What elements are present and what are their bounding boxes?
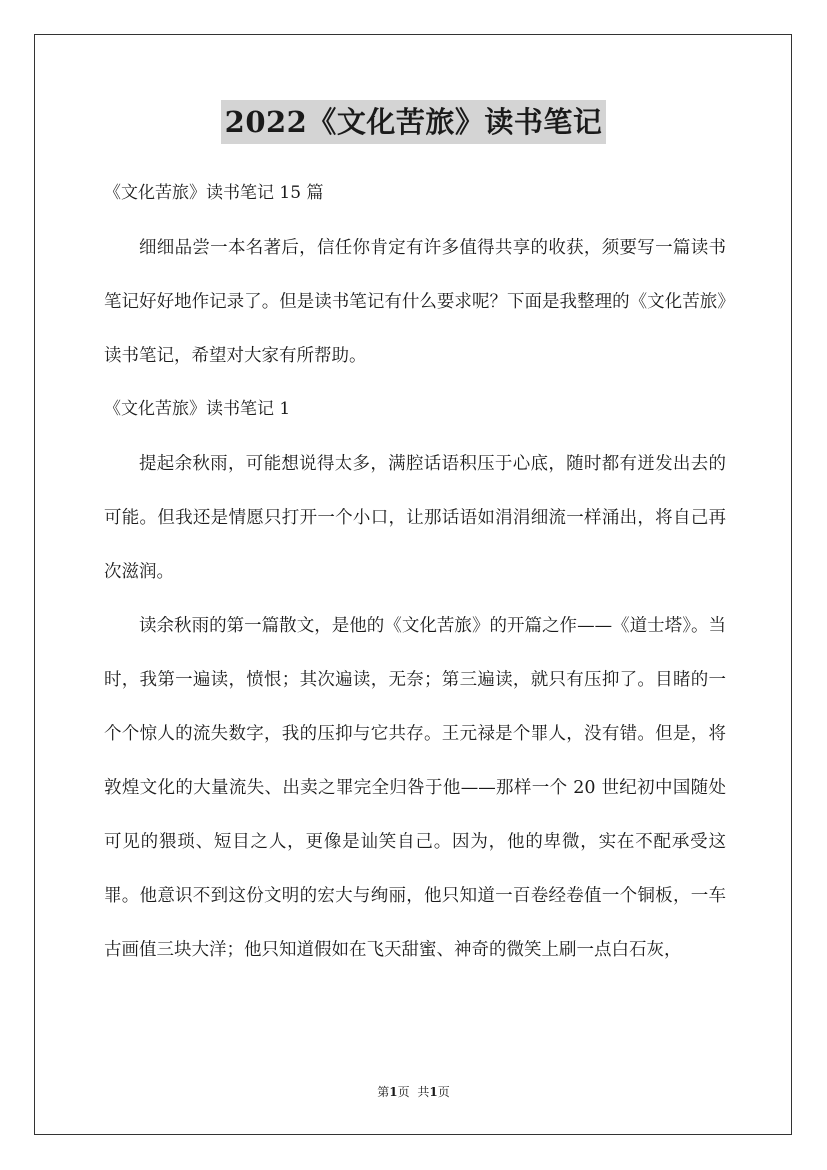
total-suffix: 页 — [437, 1085, 450, 1099]
intro-paragraph: 细细品尝一本名著后，信任你肯定有许多值得共享的收获，须要写一篇读书笔记好好地作记录了。但是读书笔记有什么要求呢？下面是我整理的《文化苦旅》读书笔记，希望对大家有所帮助。 — [104, 238, 726, 366]
body-paragraph-1: 提起余秋雨，可能想说得太多，满腔话语积压于心底，随时都有迸发出去的可能。但我还是情愿只打开一个小口，让那话语如涓涓细流一样涌出，将自己再次滋润。 — [104, 454, 726, 582]
page-prefix: 第 — [377, 1085, 390, 1099]
section-heading: 《文化苦旅》读书笔记 1 — [104, 399, 291, 419]
page-number: 1 — [389, 1085, 398, 1099]
document-title: 2022《文化苦旅》读书笔记 — [221, 100, 607, 144]
total-prefix: 共 — [417, 1085, 430, 1099]
page-suffix: 页 — [397, 1085, 410, 1099]
body-paragraph-2: 读余秋雨的第一篇散文，是他的《文化苦旅》的开篇之作——《道士塔》。当时，我第一遍读，愤恨；其次遍读，无奈；第三遍读，就只有压抑了。目睹的一个个惊人的流失数字，我的压抑与它共存。王元禄是个罪人，没有错。但是，将敦煌文化的大量流失、出卖之罪完全归咎于他——那样一个 20 世纪初中国随处可见的猥琐、短目之人，更像是讪笑自己。因为，他的卑微，实在不配承受这罪。他意识不到这份文明的宏大与绚丽，他只知道一百卷经卷值一个铜板，一车古画值三块大洋；他只知道假如在飞天甜蜜、神奇的微笑上刷一点白石灰， — [104, 616, 726, 960]
total-pages: 1 — [429, 1085, 438, 1099]
title-container — [0, 100, 827, 144]
page-footer — [0, 1083, 827, 1100]
document-subtitle: 《文化苦旅》读书笔记 15 篇 — [104, 183, 324, 203]
